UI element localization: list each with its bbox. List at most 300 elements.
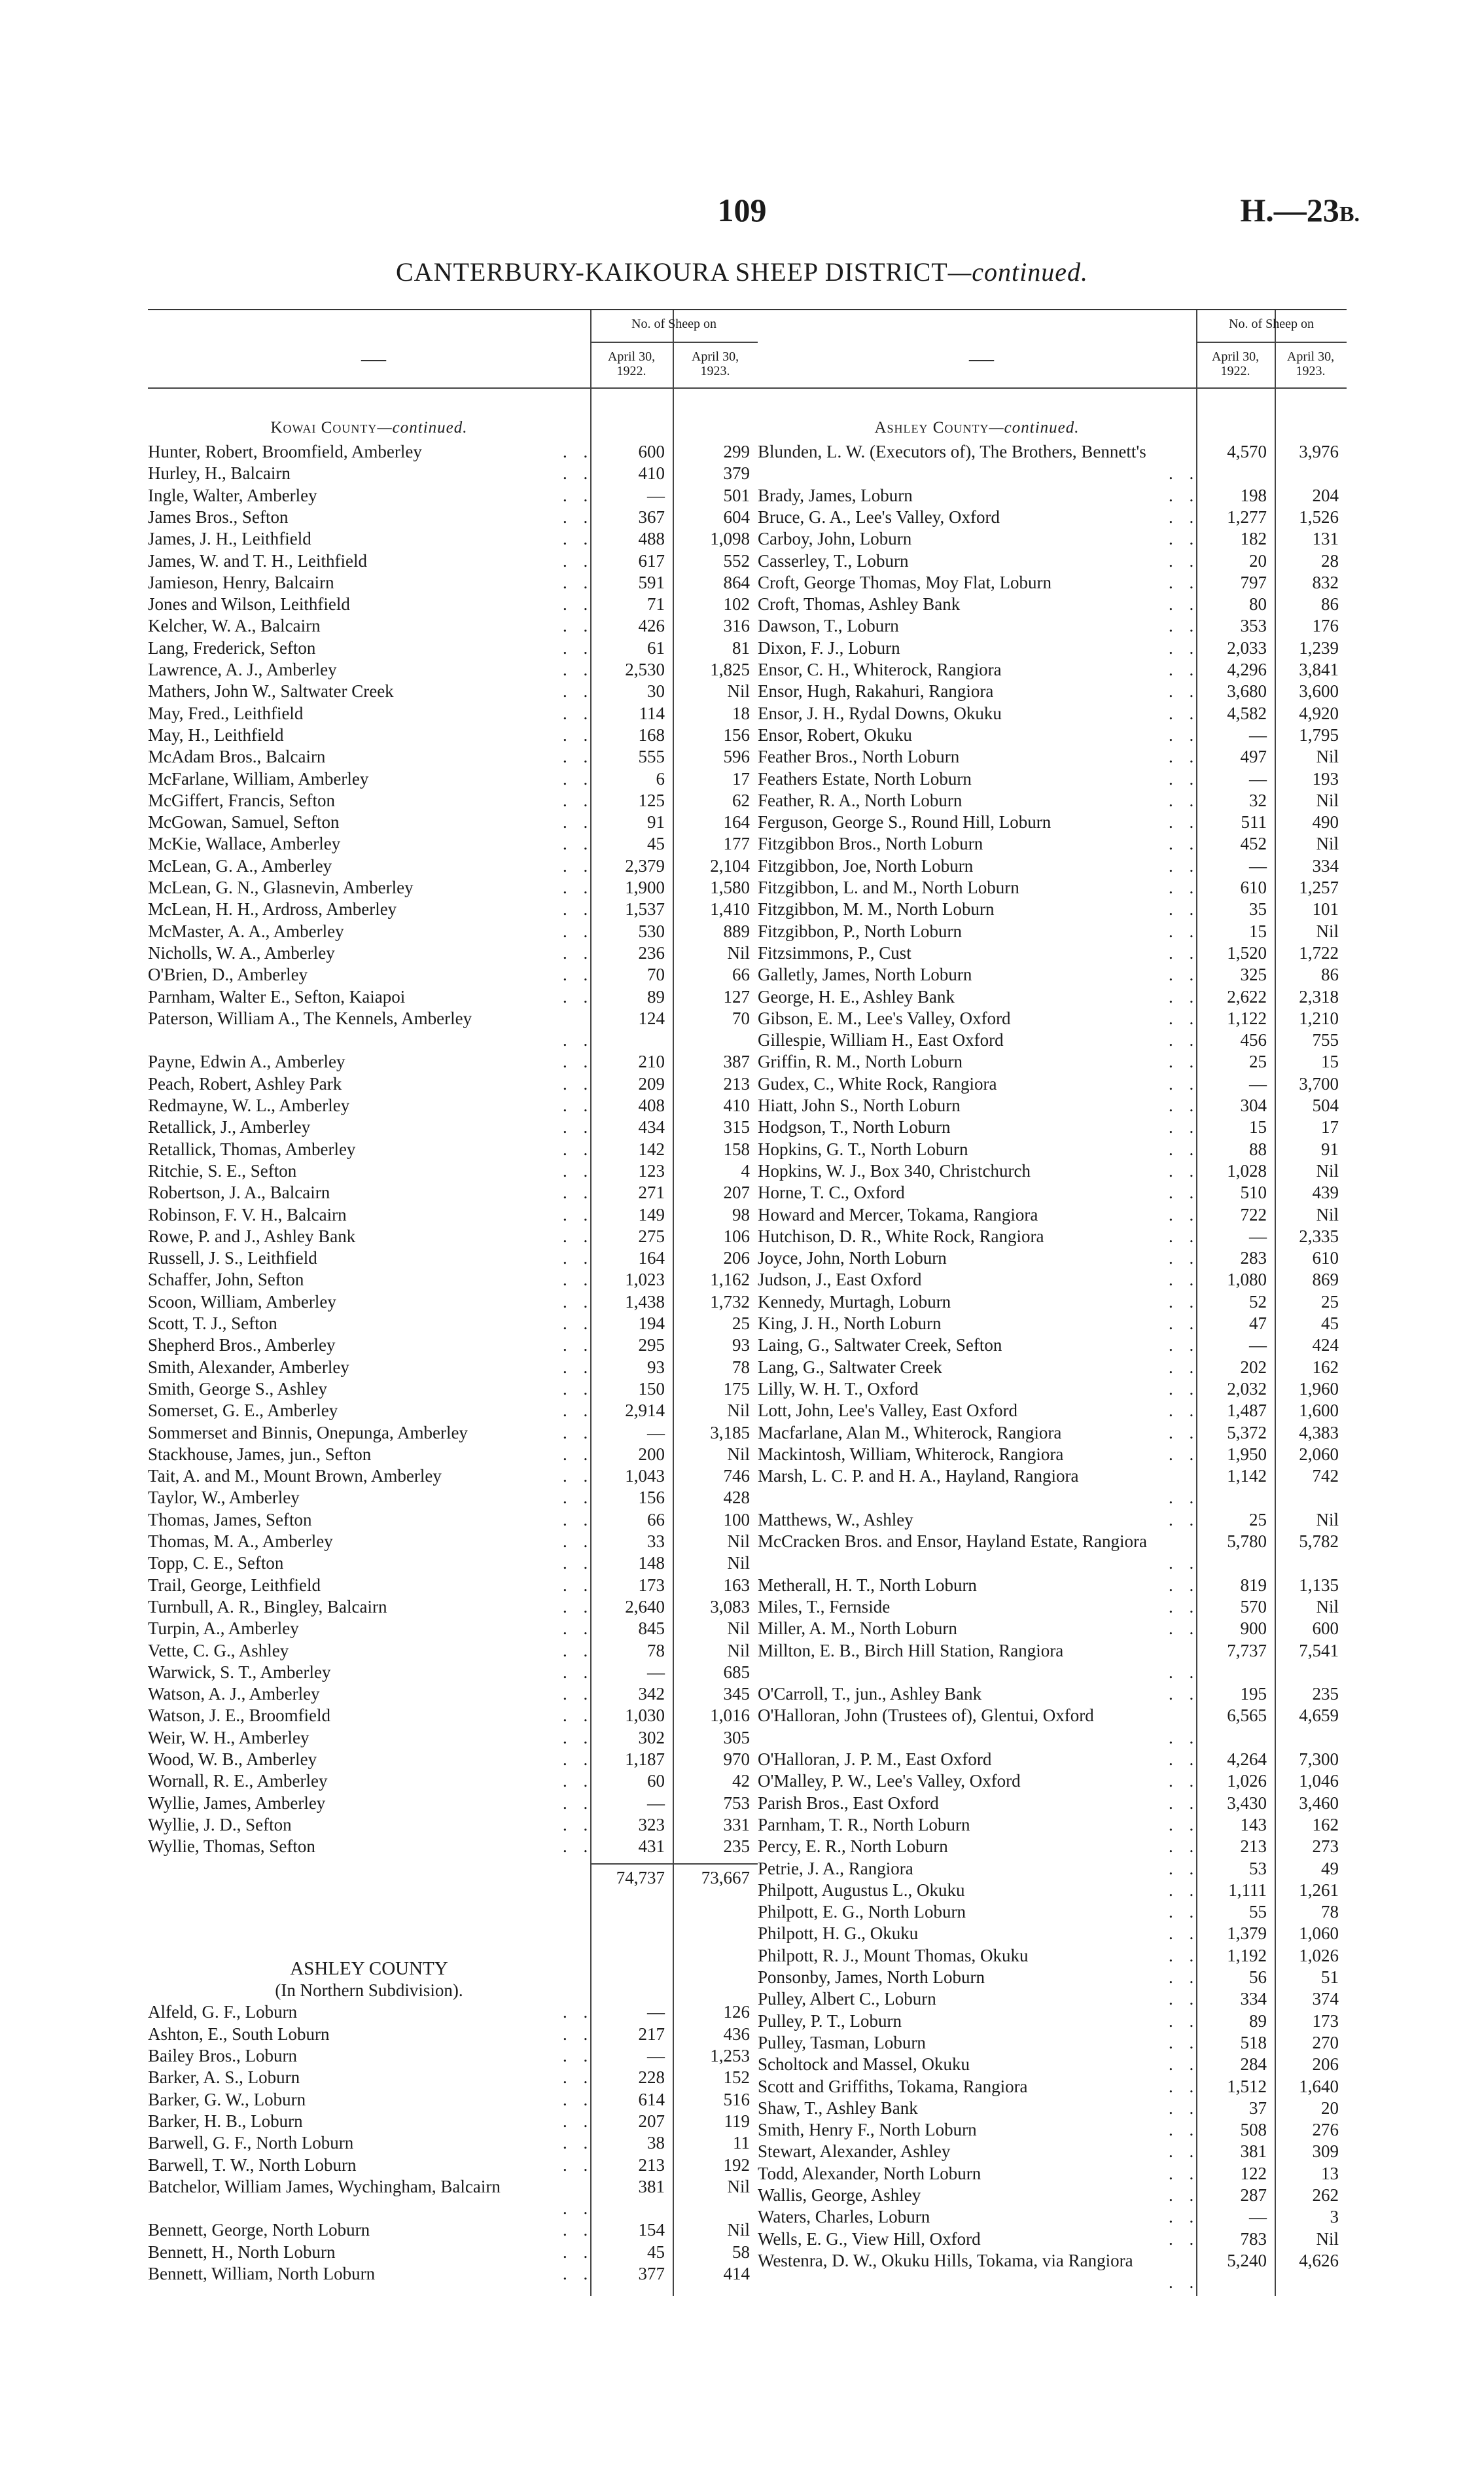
leader-dots: . .: [1169, 2098, 1200, 2118]
sheep-1923: 20: [1321, 2098, 1339, 2118]
entry-name: Ponsonby, James, North Loburn: [758, 1967, 985, 1987]
leader-dots: . .: [563, 2198, 594, 2219]
table-row: [758, 528, 1347, 550]
table-row: [758, 1095, 1347, 1117]
entry-name: Wood, W. B., Amberley: [148, 1749, 317, 1769]
table-row: [758, 1618, 1347, 1639]
entry-name: Gibson, E. M., Lee's Valley, Oxford: [758, 1008, 1011, 1028]
leader-dots: . .: [1169, 1858, 1200, 1878]
leader-dots: . .: [1169, 572, 1200, 592]
sheep-1922: 284: [1240, 2054, 1267, 2075]
sheep-1923: 1,046: [1299, 1771, 1339, 1791]
sheep-1923: 4,626: [1299, 2250, 1339, 2270]
sheep-1923: 3,600: [1299, 681, 1339, 702]
table-row: [758, 1313, 1347, 1334]
sheep-1923: Nil: [1316, 2228, 1339, 2249]
table-row: [148, 2132, 758, 2154]
leader-dots: . .: [563, 1030, 594, 1050]
sheep-1922: 3,430: [1227, 1793, 1267, 1813]
table-row: [148, 1139, 758, 1160]
sheep-1922: 617: [638, 550, 665, 571]
table-row: [758, 1400, 1347, 1421]
sheep-1922: 1,487: [1227, 1401, 1267, 1421]
sheep-1923: 864: [723, 572, 750, 592]
entry-name: Ashton, E., South Loburn: [148, 2024, 330, 2044]
sheep-1922: 4,296: [1227, 660, 1267, 679]
sheep-1923: Nil: [727, 942, 750, 963]
left-column: [148, 310, 758, 2296]
entry-name: Wornall, R. E., Amberley: [148, 1771, 328, 1791]
entry-name: Somerset, G. E., Amberley: [148, 1401, 338, 1421]
table-row: [148, 659, 758, 681]
entry-name: Jamieson, Henry, Balcairn: [148, 572, 334, 592]
table-row: [148, 1793, 758, 1814]
sheep-1922: 148: [638, 1553, 665, 1573]
entry-name: Fitzgibbon Bros., North Loburn: [758, 834, 983, 854]
sheep-1923: 126: [723, 2002, 750, 2022]
entry-name: Lang, Frederick, Sefton: [148, 637, 316, 658]
sheep-1923: 81: [732, 637, 750, 658]
leader-dots: . .: [1169, 1183, 1200, 1203]
sheep-1923: 175: [723, 1378, 750, 1399]
sheep-1923: 62: [732, 790, 750, 810]
entry-name: Millton, E. B., Birch Hill Station, Rangiora: [758, 1640, 1064, 1660]
sheep-1923: 206: [723, 1248, 750, 1268]
table-row: [758, 2054, 1347, 2075]
sheep-1922: 2,530: [625, 660, 665, 679]
page-number: 109: [717, 192, 767, 228]
table-row: [758, 1269, 1347, 1291]
sheep-1922: 55: [1249, 1902, 1267, 1922]
entry-name: O'Halloran, J. P. M., East Oxford: [758, 1749, 992, 1769]
leader-dots: . .: [1169, 616, 1200, 636]
entry-name: Smith, Alexander, Amberley: [148, 1357, 349, 1377]
leader-dots: . .: [1169, 660, 1200, 679]
entry-name: Ensor, Robert, Okuku: [758, 724, 912, 745]
leader-dots: . .: [1169, 834, 1200, 854]
table-row: [148, 1313, 758, 1334]
leader-dots: . .: [1169, 594, 1200, 615]
table-row: [148, 1204, 758, 1226]
entry-name: Ensor, Hugh, Rakahuri, Rangiora: [758, 681, 994, 702]
sheep-1922: 37: [1249, 2098, 1267, 2118]
sheep-1922: —: [1249, 768, 1267, 789]
sheep-1923: 436: [723, 2024, 750, 2044]
entry-name: Bennett, H., North Loburn: [148, 2242, 336, 2262]
leader-dots: . .: [1169, 463, 1200, 484]
sheep-1923: 162: [1312, 1357, 1339, 1377]
entry-name: McKie, Wallace, Amberley: [148, 834, 341, 854]
sheep-1922: 5,240: [1227, 2250, 1267, 2270]
table-row: [758, 1858, 1347, 1880]
table-row: [148, 1378, 758, 1400]
table-row: [758, 1465, 1347, 1509]
leader-dots: . .: [563, 921, 594, 941]
entry-name: Petrie, J. A., Rangiora: [758, 1858, 913, 1878]
sheep-1922: 797: [1240, 572, 1267, 592]
table-row: [148, 768, 758, 790]
leader-dots: . .: [1169, 1052, 1200, 1072]
header-dash: —: [969, 345, 994, 372]
sheep-1922: 89: [1249, 2010, 1267, 2031]
table-row: [148, 855, 758, 877]
sheep-1923: 315: [723, 1117, 750, 1137]
entry-name: Percy, E. R., North Loburn: [758, 1836, 948, 1857]
entry-name: Marsh, L. C. P. and H. A., Hayland, Rangiora: [758, 1466, 1079, 1486]
sheep-1922: 195: [1240, 1684, 1267, 1704]
table-row: [148, 1357, 758, 1378]
leader-dots: . .: [563, 1531, 594, 1551]
sheep-1922: 1,142: [1227, 1466, 1267, 1486]
leader-dots: . .: [563, 594, 594, 615]
leader-dots: . .: [563, 1357, 594, 1377]
table-row: [148, 1487, 758, 1509]
header-dash: —: [361, 345, 386, 372]
table-row: [758, 1291, 1347, 1313]
sheep-1923: 15: [1321, 1052, 1339, 1072]
table-row: [758, 681, 1347, 702]
leader-dots: . .: [563, 1052, 594, 1072]
sheep-1922: 510: [1240, 1183, 1267, 1203]
entry-name: Feather, R. A., North Loburn: [758, 790, 963, 810]
entry-name: Barker, G. W., Loburn: [148, 2089, 306, 2109]
sheep-1922: 60: [647, 1771, 665, 1791]
sheep-1922: 1,900: [625, 878, 665, 897]
sheep-1922: 143: [1240, 1814, 1267, 1834]
table-row: [758, 1945, 1347, 1967]
sheep-1922: 124: [638, 1008, 665, 1028]
sheep-1923: 101: [1312, 899, 1339, 920]
entry-name: Jones and Wilson, Leithfield: [148, 594, 350, 615]
sheep-1922: 452: [1240, 834, 1267, 854]
sheep-1923: Nil: [1316, 1596, 1339, 1617]
sheep-1922: 511: [1241, 812, 1267, 832]
sheep-1923: 428: [723, 1488, 750, 1508]
entry-name: Ferguson, George S., Round Hill, Loburn: [758, 812, 1051, 832]
sheep-1922: 114: [639, 703, 665, 723]
sheep-1923: 596: [723, 747, 750, 767]
sheep-1923: 213: [723, 1073, 750, 1094]
sheep-1923: 1,016: [710, 1706, 750, 1726]
table-row: [758, 1422, 1347, 1444]
leader-dots: . .: [563, 463, 594, 484]
entry-name: Weir, W. H., Amberley: [148, 1727, 309, 1747]
table-row: [758, 1793, 1347, 1814]
sheep-1922: 173: [638, 1575, 665, 1595]
entry-name: Hiatt, John S., North Loburn: [758, 1096, 961, 1115]
sheep-1923: 331: [723, 1814, 750, 1834]
sheep-1923: 163: [723, 1575, 750, 1595]
entry-name: Ensor, J. H., Rydal Downs, Okuku: [758, 703, 1002, 723]
leader-dots: . .: [563, 1771, 594, 1791]
table-row: [148, 812, 758, 833]
entry-name: Bailey Bros., Loburn: [148, 2046, 297, 2065]
table-row: [758, 1596, 1347, 1618]
series-suffix: B.: [1339, 202, 1360, 226]
entry-name: Philpott, E. G., North Loburn: [758, 1902, 966, 1922]
entry-name: Hopkins, G. T., North Loburn: [758, 1139, 968, 1159]
table-row: [758, 1247, 1347, 1269]
leader-dots: . .: [563, 878, 594, 897]
sheep-1922: —: [1249, 855, 1267, 876]
sheep-1923: 2,318: [1299, 986, 1339, 1007]
sheep-1922: 1,026: [1227, 1771, 1267, 1791]
sheep-1922: 2,033: [1227, 637, 1267, 658]
table-row: [758, 724, 1347, 746]
leader-dots: . .: [563, 1706, 594, 1726]
sheep-1923: 127: [723, 986, 750, 1007]
entry-name: O'Malley, P. W., Lee's Valley, Oxford: [758, 1771, 1021, 1791]
table-row: [148, 1095, 758, 1117]
entry-name: McMaster, A. A., Amberley: [148, 921, 344, 941]
sheep-1923: 387: [723, 1052, 750, 1072]
sheep-1922: 342: [638, 1684, 665, 1704]
leader-dots: . .: [563, 1814, 594, 1834]
sheep-1923: 309: [1312, 2141, 1339, 2162]
sheep-1923: 501: [723, 485, 750, 505]
entry-name: Pulley, Albert C., Loburn: [758, 1989, 936, 2009]
leader-dots: . .: [563, 681, 594, 702]
sheep-1922: 164: [638, 1248, 665, 1268]
leader-dots: . .: [1169, 1422, 1200, 1442]
table-row: [758, 2206, 1347, 2228]
sheep-1923: 3,460: [1299, 1793, 1339, 1813]
table-row: [148, 2089, 758, 2111]
county-subheading: (In Northern Subdivision).: [275, 1980, 463, 2001]
entry-name: Russell, J. S., Leithfield: [148, 1248, 317, 1268]
entry-name: Barker, A. S., Loburn: [148, 2067, 300, 2088]
entry-name: Scott and Griffiths, Tokama, Rangiora: [758, 2076, 1028, 2096]
sheep-1923: 299: [723, 442, 750, 461]
leader-dots: . .: [1169, 1967, 1200, 1987]
table-row: [758, 1814, 1347, 1836]
sheep-1922: 1,043: [625, 1466, 665, 1486]
leader-dots: . .: [1169, 1139, 1200, 1159]
entry-name: Scholtock and Massel, Okuku: [758, 2054, 970, 2075]
sheep-1923: 1,722: [1299, 942, 1339, 963]
sheep-1923: 158: [723, 1139, 750, 1159]
leader-dots: . .: [1169, 899, 1200, 920]
entry-name: Paterson, William A., The Kennels, Amberley: [148, 1008, 472, 1028]
entry-name: Barker, H. B., Loburn: [148, 2111, 303, 2131]
sheep-1923: 235: [723, 1836, 750, 1857]
entry-name: McLean, H. H., Ardross, Amberley: [148, 899, 397, 920]
entry-name: Nicholls, W. A., Amberley: [148, 942, 335, 963]
sheep-1922: 210: [638, 1052, 665, 1072]
sheep-1922: 304: [1240, 1096, 1267, 1115]
table-row: [148, 1117, 758, 1138]
table-row: [148, 790, 758, 812]
table-row: [148, 2024, 758, 2045]
table-row: [758, 550, 1347, 572]
leader-dots: . .: [563, 2133, 594, 2153]
entry-name: McGiffert, Francis, Sefton: [148, 790, 335, 810]
entry-name: Fitzsimmons, P., Cust: [758, 942, 911, 963]
leader-dots: . .: [1169, 1880, 1200, 1900]
entry-name: Warwick, S. T., Amberley: [148, 1662, 331, 1682]
sheep-1923: 28: [1321, 550, 1339, 571]
sheep-1922: 217: [638, 2024, 665, 2044]
entry-name: Feathers Estate, North Loburn: [758, 768, 972, 789]
entry-name: Miles, T., Fernside: [758, 1596, 891, 1617]
leader-dots: . .: [563, 1226, 594, 1246]
county-name: Kowai County: [270, 419, 378, 437]
sheep-1922: 47: [1249, 1313, 1267, 1333]
sheep-1923: 2,060: [1299, 1444, 1339, 1464]
entry-name: Lilly, W. H. T., Oxford: [758, 1378, 919, 1399]
sheep-1922: 91: [647, 812, 665, 832]
entry-name: Vette, C. G., Ashley: [148, 1640, 289, 1660]
sheep-1923: 410: [723, 1096, 750, 1115]
sheep-1922: 202: [1240, 1357, 1267, 1377]
sheep-1923: Nil: [1316, 1509, 1339, 1529]
sheep-1923: 176: [1312, 616, 1339, 636]
entry-name: Taylor, W., Amberley: [148, 1488, 300, 1508]
entry-name: McLean, G. N., Glasnevin, Amberley: [148, 878, 414, 897]
table-row: [758, 746, 1347, 768]
leader-dots: . .: [1169, 1160, 1200, 1181]
sheep-1922: 610: [1240, 878, 1267, 897]
leader-dots: . .: [1169, 703, 1200, 723]
table-row: [148, 1640, 758, 1662]
table-row: [148, 1226, 758, 1247]
sheep-1923: 4: [741, 1160, 750, 1181]
leader-dots: . .: [1169, 1814, 1200, 1834]
leader-dots: . .: [563, 2089, 594, 2109]
entry-name: Robertson, J. A., Balcairn: [148, 1183, 330, 1203]
table-row: [148, 2219, 758, 2241]
sheep-1923: 192: [723, 2154, 750, 2175]
sheep-1923: 1,261: [1299, 1880, 1339, 1900]
table-row: [758, 1029, 1347, 1051]
sheep-1922: 783: [1240, 2228, 1267, 2249]
sheep-1922: 3,680: [1227, 681, 1267, 702]
sheep-1922: 35: [1249, 899, 1267, 920]
sheep-1923: 5,782: [1299, 1531, 1339, 1551]
sheep-1922: 488: [638, 529, 665, 549]
sheep-1922: 555: [638, 747, 665, 767]
sheep-1923: 17: [732, 768, 750, 789]
table-row: [758, 1117, 1347, 1138]
table-row: [758, 899, 1347, 920]
sheep-1922: 2,640: [625, 1596, 665, 1617]
table-row: [758, 1160, 1347, 1182]
entry-name: McCracken Bros. and Ensor, Hayland Estate, Rangiora: [758, 1531, 1148, 1551]
sheep-1923: Nil: [727, 1618, 750, 1639]
table-row: [148, 2242, 758, 2263]
table-row: [758, 1749, 1347, 1770]
sheep-1922: 408: [638, 1096, 665, 1115]
sheep-1922: 89: [647, 986, 665, 1007]
table-row: [148, 1465, 758, 1487]
leader-dots: . .: [563, 1793, 594, 1813]
entry-name: Parnham, Walter E., Sefton, Kaiapoi: [148, 986, 406, 1007]
leader-dots: . .: [1169, 2272, 1200, 2293]
sheep-1922: 6,565: [1227, 1706, 1267, 1726]
leader-dots: . .: [563, 2111, 594, 2131]
sheep-1923: 869: [1312, 1270, 1339, 1290]
sheep-1922: 1,030: [625, 1706, 665, 1726]
entry-name: Hunter, Robert, Broomfield, Amberley: [148, 442, 422, 461]
table-row: [148, 1836, 758, 1857]
entry-name: Ritchie, S. E., Sefton: [148, 1160, 297, 1181]
series-code: [1240, 191, 1360, 229]
leader-dots: . .: [563, 485, 594, 505]
entry-name: Laing, G., Saltwater Creek, Sefton: [758, 1335, 1002, 1355]
leader-dots: . .: [563, 572, 594, 592]
leader-dots: . .: [563, 965, 594, 985]
entry-name: Trail, George, Leithfield: [148, 1575, 321, 1595]
sheep-1923: 156: [723, 724, 750, 745]
table-row: [758, 1988, 1347, 2010]
header-april-1923: April 30, 1923.: [691, 349, 739, 378]
leader-dots: . .: [563, 1836, 594, 1857]
table-row: [148, 986, 758, 1008]
sheep-1923: 755: [1312, 1030, 1339, 1050]
entry-name: James, W. and T. H., Leithfield: [148, 550, 367, 571]
sheep-1922: 1,277: [1227, 507, 1267, 527]
table-row: [758, 1073, 1347, 1095]
entry-name: Retallick, Thomas, Amberley: [148, 1139, 356, 1159]
leader-dots: . .: [563, 1401, 594, 1421]
entry-name: Turpin, A., Amberley: [148, 1618, 299, 1639]
sheep-1922: 1,187: [625, 1749, 665, 1769]
sheep-1923: 207: [723, 1183, 750, 1203]
table-row: [758, 1901, 1347, 1923]
leader-dots: . .: [1169, 1313, 1200, 1333]
leader-dots: . .: [563, 1335, 594, 1355]
entry-name: Fitzgibbon, P., North Loburn: [758, 921, 963, 941]
table-row: [148, 833, 758, 855]
table-row: [758, 2098, 1347, 2119]
sheep-1922: 287: [1240, 2185, 1267, 2205]
sheep-1922: —: [1249, 2207, 1267, 2227]
table-row: [758, 2010, 1347, 2032]
leader-dots: . .: [1169, 1793, 1200, 1813]
entry-name: Sommerset and Binnis, Onepunga, Amberley: [148, 1422, 468, 1442]
table-row: [148, 2263, 758, 2285]
sheep-1923: 262: [1312, 2185, 1339, 2205]
header-april-1922: April 30, 1922.: [607, 349, 656, 378]
sheep-1922: —: [647, 1793, 665, 1813]
leader-dots: . .: [1169, 1553, 1200, 1573]
leader-dots: . .: [563, 1248, 594, 1268]
leader-dots: . .: [1169, 965, 1200, 985]
entry-name: May, H., Leithfield: [148, 724, 284, 745]
leader-dots: . .: [1169, 507, 1200, 527]
header-bottom-rule: [758, 387, 1347, 389]
table-row: [758, 594, 1347, 615]
sheep-1923: 1,580: [710, 878, 750, 897]
leader-dots: . .: [563, 1596, 594, 1617]
entry-name: Parnham, T. R., North Loburn: [758, 1814, 970, 1834]
leader-dots: . .: [563, 2154, 594, 2175]
leader-dots: . .: [1169, 1378, 1200, 1399]
sheep-1922: 4,570: [1227, 442, 1267, 461]
table-row: [148, 572, 758, 594]
table-row: [148, 964, 758, 986]
header-sub-rule: [590, 342, 758, 343]
sheep-1922: 32: [1249, 790, 1267, 810]
sheep-1923: 3,976: [1299, 442, 1339, 461]
table-row: [148, 1051, 758, 1073]
entry-name: Retallick, J., Amberley: [148, 1117, 311, 1137]
leader-dots: . .: [1169, 1204, 1200, 1224]
sheep-1923: 17: [1321, 1117, 1339, 1137]
leader-dots: . .: [563, 1378, 594, 1399]
leader-dots: . .: [1169, 1727, 1200, 1747]
leader-dots: . .: [1169, 1444, 1200, 1464]
